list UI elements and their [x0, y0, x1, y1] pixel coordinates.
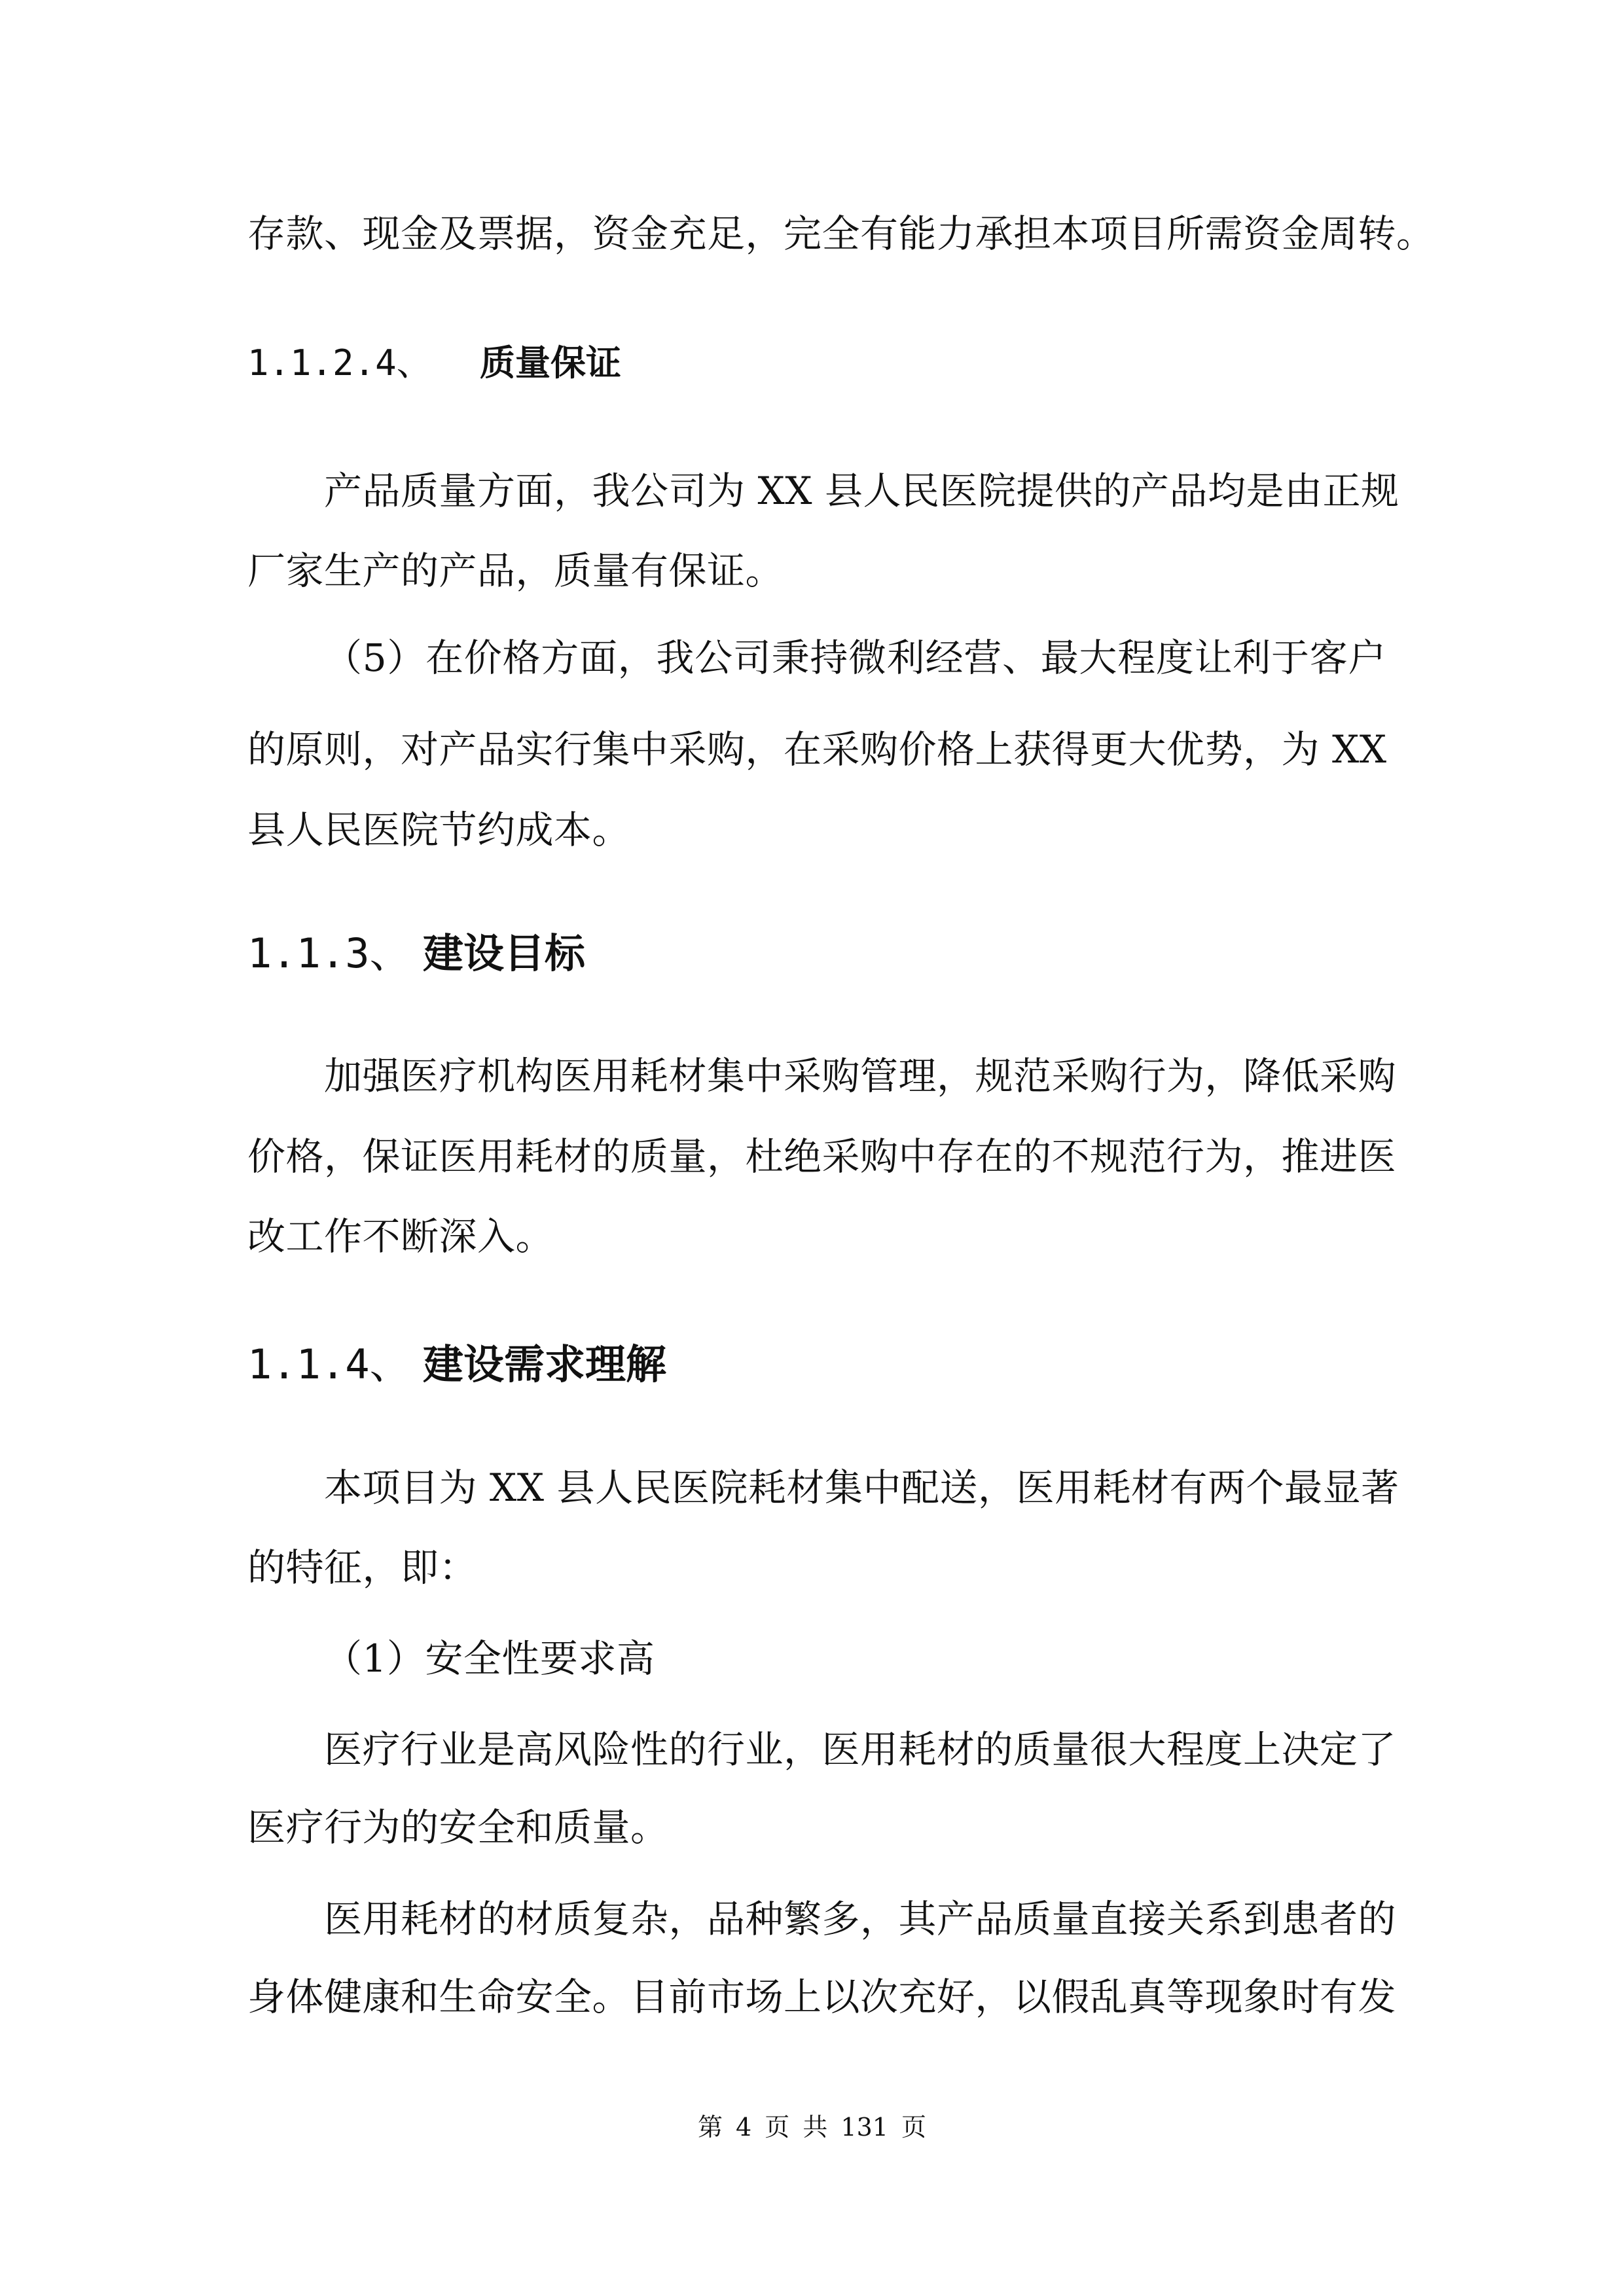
body-text-line: 的特征，即： [247, 1545, 478, 1590]
body-text-line: 产品质量方面，我公司为 XX 县人民医院提供的产品均是由正规 [324, 469, 1399, 513]
body-text-line: 改工作不断深入。 [247, 1214, 554, 1259]
body-text-line: 加强医疗机构医用耗材集中采购管理，规范采购行为，降低采购 [324, 1054, 1397, 1098]
section-number: 1.1.2.4、 [247, 342, 432, 384]
body-text-line: 厂家生产的产品，质量有保证。 [247, 548, 784, 593]
section-heading-1-1-3 [247, 924, 585, 983]
section-title: 建设目标 [423, 929, 586, 977]
section-heading-1-1-4 [247, 1335, 666, 1394]
body-text-line: 县人民医院节约成本。 [247, 808, 631, 852]
body-text-line: 医疗行为的安全和质量。 [247, 1805, 669, 1850]
section-number: 1.1.3、 [247, 929, 410, 977]
body-text-line: 价格，保证医用耗材的质量，杜绝采购中存在的不规范行为，推进医 [247, 1134, 1397, 1179]
section-title: 质量保证 [480, 342, 621, 384]
section-number: 1.1.4、 [247, 1340, 410, 1388]
body-text-line: 本项目为 XX 县人民医院耗材集中配送，医用耗材有两个最显著 [324, 1465, 1399, 1510]
body-text-line: 医疗行业是高风险性的行业，医用耗材的质量很大程度上决定了 [324, 1727, 1397, 1772]
page-footer: 第 4 页 共 131 页 [697, 2113, 927, 2142]
body-text-line: 身体健康和生命安全。目前市场上以次充好，以假乱真等现象时有发 [247, 1975, 1397, 2019]
section-title: 建设需求理解 [423, 1340, 667, 1388]
body-text-line: （1）安全性要求高 [324, 1636, 655, 1681]
body-text-line: 存款、现金及票据，资金充足，完全有能力承担本项目所需资金周转。 [247, 211, 1435, 256]
body-text-line: 的原则，对产品实行集中采购，在采购价格上获得更大优势，为 XX [247, 727, 1387, 772]
body-text-line: （5）在价格方面，我公司秉持微利经营、最大程度让利于客户 [324, 636, 1386, 680]
section-heading-1-1-2-4 [247, 334, 621, 393]
body-text-line: 医用耗材的材质复杂，品种繁多，其产品质量直接关系到患者的 [324, 1897, 1397, 1941]
